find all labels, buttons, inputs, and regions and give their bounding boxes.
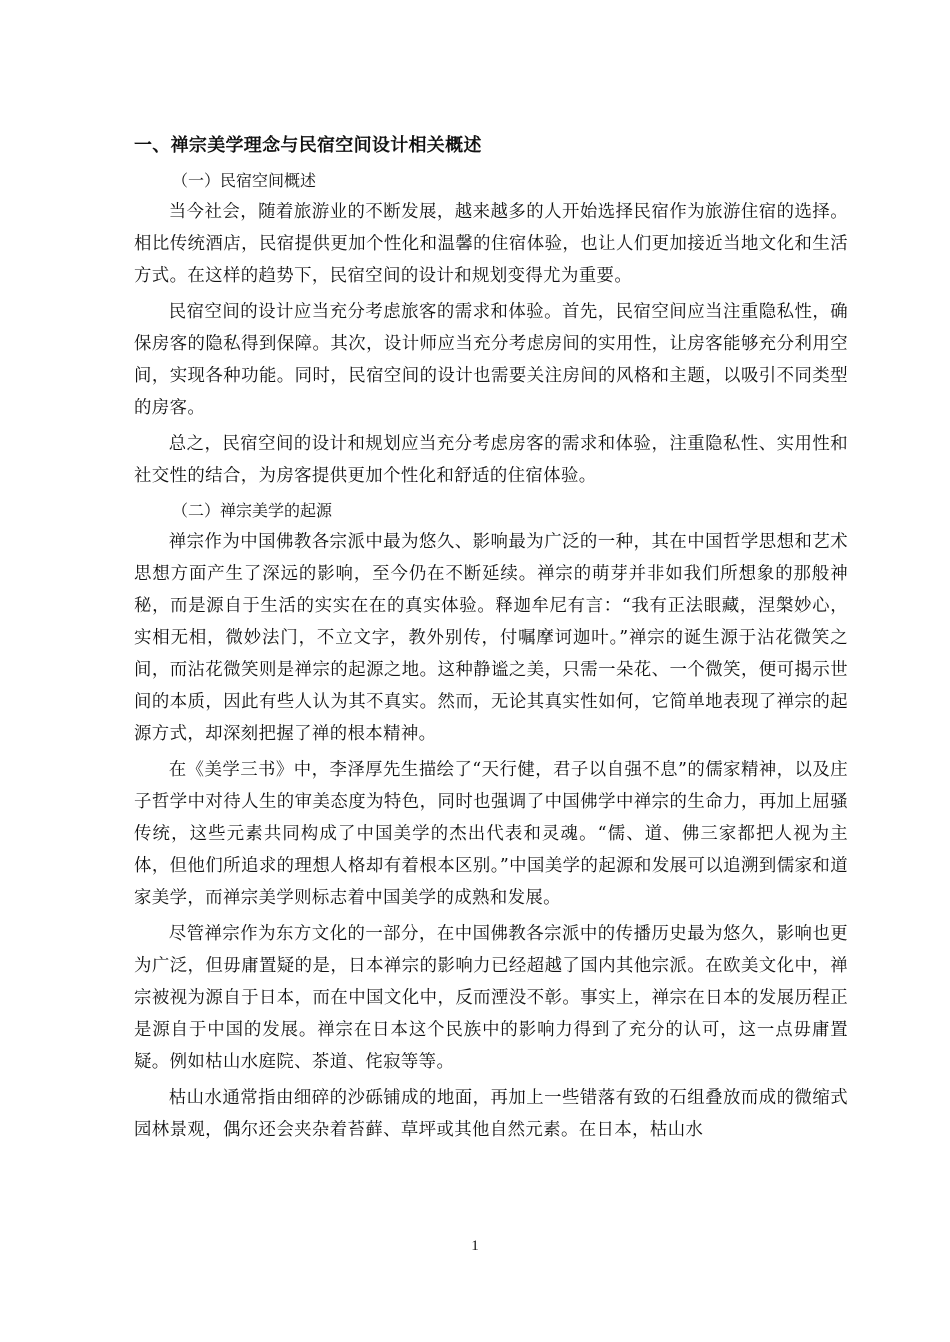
- section-title: （一）民宿空间概述: [172, 171, 317, 190]
- chapter-heading: 一、禅宗美学理念与民宿空间设计相关概述: [134, 135, 482, 156]
- page-number: 1: [471, 1238, 479, 1254]
- page-content: [134, 131, 848, 1150]
- paragraph: 尽管禅宗作为东方文化的一部分，在中国佛教各宗派中的传播历史最为悠久，影响也更为广泛，但毋庸置疑的是，日本禅宗的影响力已经超越了国内其他宗派。在欧美文化中，禅宗被视为源自于日本，而在中国文化中，反而湮没不彰。事实上，禅宗在日本的发展历程正是源自于中国的发展。禅宗在日本这个民族中的影响力得到了充分的认可，这一点毋庸置疑。例如枯山水庭院、茶道、侘寂等等。: [134, 924, 848, 1072]
- paragraph: 当今社会，随着旅游业的不断发展，越来越多的人开始选择民宿作为旅游住宿的选择。相比传统酒店，民宿提供更加个性化和温馨的住宿体验，也让人们更加接近当地文化和生活方式。在这样的趋势下，民宿空间的设计和规划变得尤为重要。: [134, 202, 848, 286]
- paragraph: 枯山水通常指由细碎的沙砾铺成的地面，再加上一些错落有致的石组叠放而成的微缩式园林景观，偶尔还会夹杂着苔藓、草坪或其他自然元素。在日本，枯山水: [134, 1088, 848, 1140]
- paragraph: 在《美学三书》中，李泽厚先生描绘了“天行健，君子以自强不息”的儒家精神，以及庄子哲学中对待人生的审美态度为特色，同时也强调了中国佛学中禅宗的生命力，再加上屈骚传统，这些元素共同构成了中国美学的杰出代表和灵魂。“儒、道、佛三家都把人视为主体，但他们所追求的理想人格却有着根本区别。”中国美学的起源和发展可以追溯到儒家和道家美学，而禅宗美学则标志着中国美学的成熟和发展。: [134, 760, 848, 908]
- paragraph: 总之，民宿空间的设计和规划应当充分考虑房客的需求和体验，注重隐私性、实用性和社交性的结合，为房客提供更加个性化和舒适的住宿体验。: [134, 434, 848, 486]
- paragraph: 禅宗作为中国佛教各宗派中最为悠久、影响最为广泛的一种，其在中国哲学思想和艺术思想方面产生了深远的影响，至今仍在不断延续。禅宗的萌芽并非如我们所想象的那般神秘，而是源自于生活的实实在在的真实体验。释迦牟尼有言：“我有正法眼藏，涅槃妙心，实相无相，微妙法门，不立文字，教外别传，付嘱摩诃迦叶。”禅宗的诞生源于沾花微笑之间，而沾花微笑则是禅宗的起源之地。这种静谧之美，只需一朵花、一个微笑，便可揭示世间的本质，因此有些人认为其不真实。然而，无论其真实性如何，它简单地表现了禅宗的起源方式，却深刻把握了禅的根本精神。: [134, 532, 848, 744]
- paragraph: 民宿空间的设计应当充分考虑旅客的需求和体验。首先，民宿空间应当注重隐私性，确保房客的隐私得到保障。其次，设计师应当充分考虑房间的实用性，让房客能够充分利用空间，实现各种功能。同时，民宿空间的设计也需要关注房间的风格和主题，以吸引不同类型的房客。: [134, 302, 848, 418]
- section-title: （二）禅宗美学的起源: [172, 501, 333, 520]
